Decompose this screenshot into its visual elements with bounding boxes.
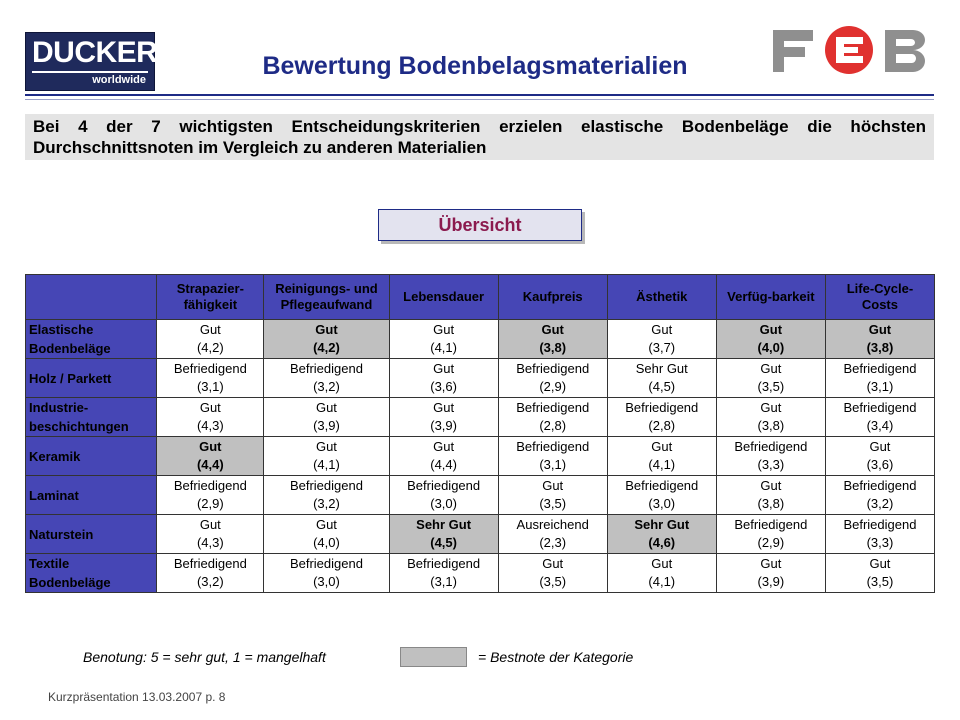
- rating-cell: [825, 554, 934, 593]
- rating-score: (4,1): [313, 457, 340, 472]
- rating-cell: [825, 398, 934, 437]
- rating-cell: [157, 515, 264, 554]
- rating-score: (3,6): [430, 379, 457, 394]
- rating-grade: Befriedigend: [289, 478, 363, 493]
- rating-score: (4,2): [313, 340, 340, 355]
- rating-cell: [157, 554, 264, 593]
- rating-grade: Gut: [651, 439, 673, 454]
- rating-grade: Gut: [760, 400, 782, 415]
- rating-grade: Gut: [869, 439, 891, 454]
- rating-grade: Befriedigend: [289, 361, 363, 376]
- rating-grade: Gut: [199, 400, 221, 415]
- rating-cell: [264, 359, 389, 398]
- rating-grade: Gut: [541, 322, 564, 337]
- rating-grade: Gut: [651, 322, 673, 337]
- table-row: [26, 554, 935, 593]
- key-message: [25, 114, 934, 160]
- rating-score: (3,2): [313, 496, 340, 511]
- rating-grade: Gut: [433, 322, 455, 337]
- ducker-logo: [25, 32, 158, 91]
- rating-cell: [389, 554, 498, 593]
- rating-cell: [607, 515, 716, 554]
- rating-cell: [716, 398, 825, 437]
- rating-cell: [825, 437, 934, 476]
- rating-cell: [716, 437, 825, 476]
- rating-score: (2,8): [539, 418, 567, 433]
- ducker-logo-tagline: worldwide: [92, 74, 146, 86]
- rating-cell: [607, 476, 716, 515]
- rating-grade: Gut: [199, 517, 221, 532]
- rating-grade: Befriedigend: [843, 478, 917, 493]
- rating-score: (2,8): [648, 418, 676, 433]
- rating-score: (3,5): [539, 574, 567, 589]
- rating-grade: Befriedigend: [173, 556, 247, 571]
- rating-cell: [389, 359, 498, 398]
- rating-score: (3,5): [757, 379, 785, 394]
- rating-grade: Befriedigend: [625, 400, 699, 415]
- rating-score: (3,2): [866, 496, 894, 511]
- ducker-logo-name: DUCKER: [32, 36, 158, 69]
- rating-cell: [157, 320, 264, 359]
- table-body: [26, 320, 935, 593]
- rating-cell: [607, 554, 716, 593]
- rating-cell: [264, 398, 389, 437]
- rating-score: (4,1): [648, 574, 676, 589]
- overview-label: Übersicht: [378, 209, 582, 241]
- row-label: Elastische Bodenbeläge: [26, 320, 157, 359]
- rating-grade: Gut: [760, 556, 782, 571]
- rating-score: (3,1): [539, 457, 567, 472]
- rating-grade: Gut: [433, 400, 455, 415]
- rating-grade: Gut: [433, 361, 455, 376]
- row-label: Holz / Parkett: [26, 359, 157, 398]
- rating-score: (4,2): [196, 340, 224, 355]
- rating-grade: Gut: [315, 400, 337, 415]
- row-label: Laminat: [26, 476, 157, 515]
- rating-score: (3,1): [196, 379, 224, 394]
- rating-score: (4,1): [430, 340, 457, 355]
- rating-cell: [157, 398, 264, 437]
- header-corner: [26, 275, 157, 320]
- rating-score: (3,6): [866, 457, 894, 472]
- rating-grade: Sehr Gut: [635, 361, 688, 376]
- rating-grade: Befriedigend: [407, 556, 481, 571]
- rating-score: (3,2): [313, 379, 340, 394]
- rating-grade: Gut: [542, 478, 564, 493]
- rating-grade: Befriedigend: [516, 361, 590, 376]
- rating-grade: Gut: [315, 439, 337, 454]
- rating-grade: Befriedigend: [625, 478, 699, 493]
- rating-cell: [157, 359, 264, 398]
- feb-logo: [773, 26, 929, 74]
- table-row: [26, 359, 935, 398]
- legend-best-swatch: [400, 647, 467, 667]
- rating-cell: [716, 476, 825, 515]
- key-message-text: Bei 4 der 7 wichtigsten Entscheidungskriterien erzielen elastische Bodenbeläge die höchsten Durchschnittsnoten im Vergleich zu anderen Materialien: [33, 117, 926, 157]
- table-row: [26, 515, 935, 554]
- rating-score: (3,9): [757, 574, 785, 589]
- rating-score: (2,9): [196, 496, 224, 511]
- table-row: [26, 320, 935, 359]
- rating-cell: [264, 515, 389, 554]
- rating-grade: Gut: [199, 439, 222, 454]
- row-label: Naturstein: [26, 515, 157, 554]
- rating-score: (4,4): [196, 457, 224, 472]
- column-header: Life-Cycle- Costs: [825, 275, 934, 320]
- legend-scale: Benotung: 5 = sehr gut, 1 = mangelhaft: [83, 649, 326, 665]
- rating-cell: [825, 359, 934, 398]
- rating-grade: Befriedigend: [407, 478, 481, 493]
- rating-grade: Befriedigend: [843, 361, 917, 376]
- rating-cell: [716, 515, 825, 554]
- rating-grade: Gut: [760, 478, 782, 493]
- rating-cell: [498, 359, 607, 398]
- rating-score: (3,4): [866, 418, 894, 433]
- column-header: Lebensdauer: [389, 275, 498, 320]
- footer-text: Kurzpräsentation 13.03.2007 p. 8: [48, 690, 226, 704]
- rating-score: (3,0): [648, 496, 676, 511]
- rating-grade: Befriedigend: [516, 400, 590, 415]
- rating-cell: [716, 320, 825, 359]
- row-label: Industrie- beschichtungen: [26, 398, 157, 437]
- rating-cell: [498, 398, 607, 437]
- rating-cell: [498, 437, 607, 476]
- rating-cell: [716, 359, 825, 398]
- rating-grade: Befriedigend: [843, 517, 917, 532]
- rating-cell: [498, 515, 607, 554]
- table-row: [26, 476, 935, 515]
- title-rule: [25, 94, 934, 96]
- rating-grade: Gut: [315, 517, 337, 532]
- column-header: Kaufpreis: [498, 275, 607, 320]
- rating-grade: Befriedigend: [843, 400, 917, 415]
- rating-cell: [498, 554, 607, 593]
- rating-cell: [498, 320, 607, 359]
- rating-cell: [264, 554, 389, 593]
- rating-cell: [389, 515, 498, 554]
- table-row: [26, 437, 935, 476]
- rating-grade: Gut: [869, 556, 891, 571]
- rating-cell: [157, 437, 264, 476]
- rating-cell: [389, 476, 498, 515]
- rating-score: (2,9): [539, 379, 567, 394]
- rating-cell: [389, 398, 498, 437]
- rating-score: (3,1): [866, 379, 894, 394]
- rating-table: [25, 274, 935, 593]
- rating-cell: [389, 437, 498, 476]
- rating-cell: [607, 320, 716, 359]
- rating-grade: Sehr Gut: [416, 517, 472, 532]
- rating-score: (4,6): [648, 535, 676, 550]
- page-title: Bewertung Bodenbelagsmaterialien: [262, 52, 688, 80]
- rating-cell: [264, 437, 389, 476]
- rating-score: (3,9): [313, 418, 340, 433]
- rating-grade: Befriedigend: [516, 439, 590, 454]
- rating-score: (3,9): [430, 418, 457, 433]
- rating-score: (3,0): [313, 574, 340, 589]
- rating-cell: [607, 398, 716, 437]
- rating-score: (4,0): [313, 535, 340, 550]
- rating-score: (3,3): [866, 535, 894, 550]
- rating-score: (3,7): [648, 340, 676, 355]
- rating-grade: Ausreichend: [516, 517, 589, 532]
- rating-score: (3,5): [539, 496, 567, 511]
- rating-score: (4,0): [757, 340, 785, 355]
- rating-cell: [157, 476, 264, 515]
- rating-cell: [825, 476, 934, 515]
- rating-score: (3,5): [866, 574, 894, 589]
- rating-score: (2,9): [757, 535, 785, 550]
- table-row: [26, 398, 935, 437]
- rating-score: (3,8): [757, 496, 785, 511]
- rating-score: (2,3): [539, 535, 567, 550]
- rating-score: (3,8): [866, 340, 894, 355]
- rating-grade: Befriedigend: [173, 478, 247, 493]
- column-header: Verfüg-barkeit: [716, 275, 825, 320]
- rating-grade: Gut: [868, 322, 892, 337]
- rating-cell: [607, 359, 716, 398]
- rating-score: (3,8): [539, 340, 567, 355]
- rating-grade: Gut: [759, 322, 783, 337]
- rating-cell: [264, 476, 389, 515]
- rating-cell: [825, 515, 934, 554]
- rating-grade: Gut: [315, 322, 338, 337]
- rating-score: (4,3): [196, 418, 224, 433]
- rating-grade: Gut: [433, 439, 455, 454]
- rating-cell: [716, 554, 825, 593]
- rating-score: (4,4): [430, 457, 457, 472]
- rating-grade: Sehr Gut: [634, 517, 690, 532]
- rating-cell: [607, 437, 716, 476]
- rating-grade: Gut: [542, 556, 564, 571]
- rating-grade: Befriedigend: [289, 556, 363, 571]
- column-header: Strapazier- fähigkeit: [157, 275, 264, 320]
- rating-grade: Befriedigend: [173, 361, 247, 376]
- rating-score: (3,2): [196, 574, 224, 589]
- rating-grade: Befriedigend: [734, 439, 808, 454]
- row-label: Keramik: [26, 437, 157, 476]
- rating-cell: [498, 476, 607, 515]
- table-header: [26, 275, 935, 320]
- rating-grade: Befriedigend: [734, 517, 808, 532]
- column-header: Ästhetik: [607, 275, 716, 320]
- rating-grade: Gut: [651, 556, 673, 571]
- rating-grade: Gut: [199, 322, 221, 337]
- rating-score: (4,3): [196, 535, 224, 550]
- footer: [48, 690, 225, 704]
- rating-cell: [264, 320, 389, 359]
- rating-score: (3,3): [757, 457, 785, 472]
- column-header: Reinigungs- und Pflegeaufwand: [264, 275, 389, 320]
- rating-cell: [825, 320, 934, 359]
- rating-score: (4,5): [430, 535, 457, 550]
- rating-score: (3,1): [430, 574, 457, 589]
- rating-score: (3,8): [757, 418, 785, 433]
- rating-score: (4,1): [648, 457, 676, 472]
- rating-score: (3,0): [430, 496, 457, 511]
- rating-cell: [389, 320, 498, 359]
- legend-best: = Bestnote der Kategorie: [478, 649, 634, 665]
- rating-score: (4,5): [648, 379, 676, 394]
- row-label: Textile Bodenbeläge: [26, 554, 157, 593]
- rating-grade: Gut: [760, 361, 782, 376]
